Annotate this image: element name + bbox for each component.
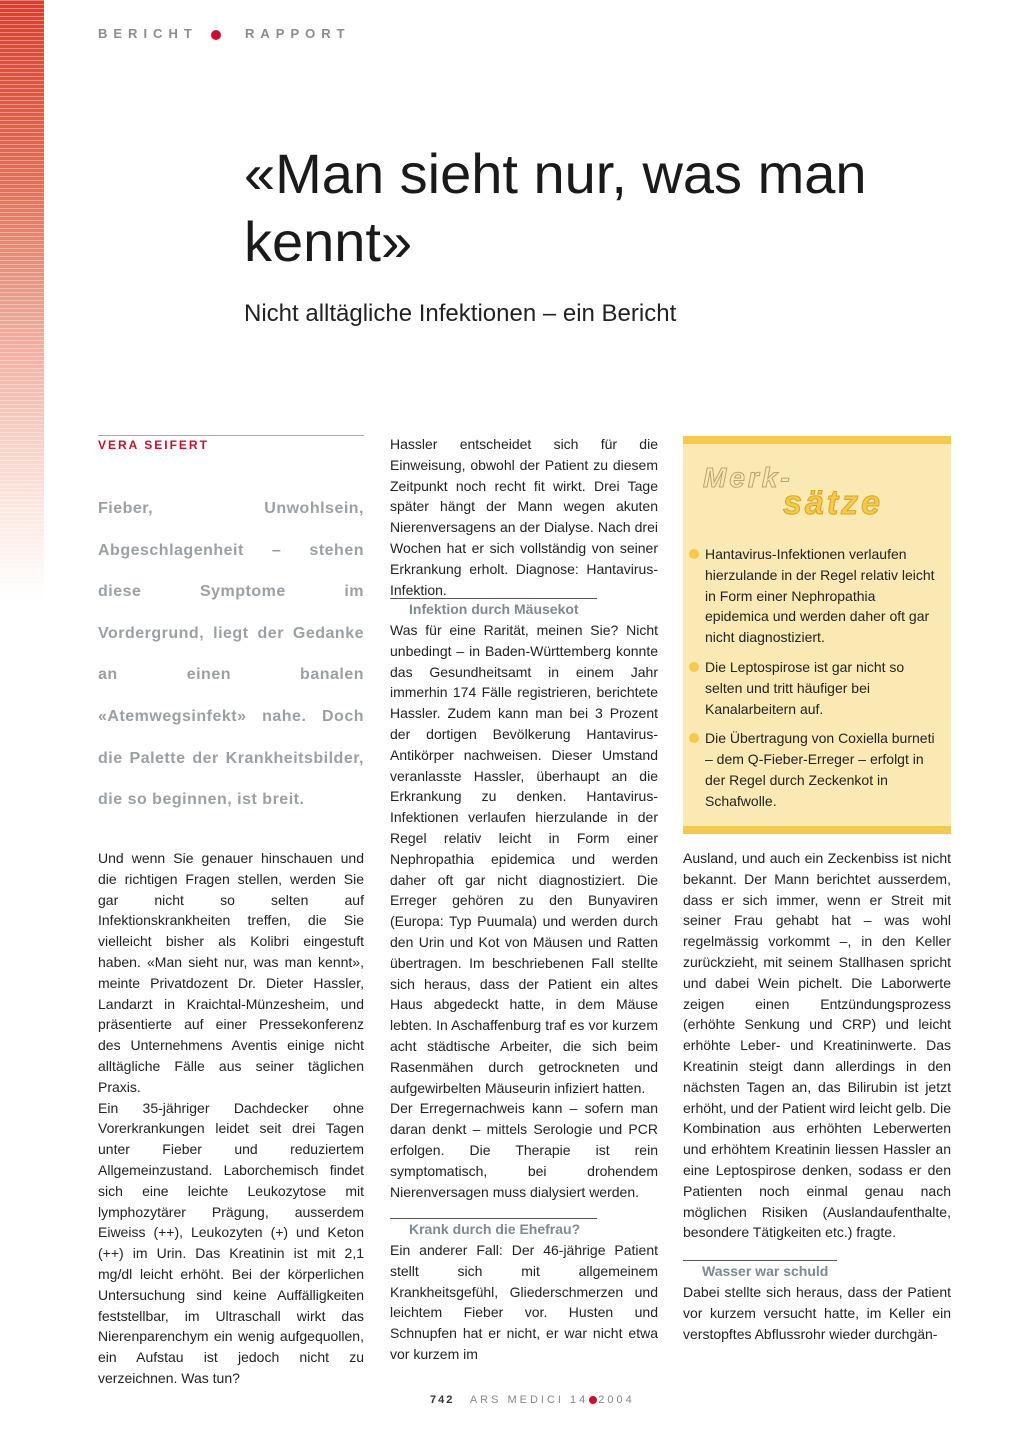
kicker-dot-icon bbox=[211, 30, 221, 40]
body-paragraph: Ausland, und auch ein Zeckenbiss ist nicht bekannt. Der Mann berichtet ausserdem, dass er sich immer, wenn er Streit mit seiner Frau gehabt hat – was wohl regelmässig vorkommt –, in den Keller zurückzieht, mit seinem Stallhasen spricht und dabei Wein pichelt. Die Laborwerte zeigen einen Entzündungsprozess (erhöhte Senkung und CRP) und leicht erhöhte Leber- und Kreatininwerte. Das Kreatinin steigt dann allerdings in den nächsten Tagen an, das Bilirubin ist jetzt erhöht, und der Patient wird leicht gelb. Die Kombination aus erhöhten Leberwerten und erhöhtem Kreatinin liessen Hassler an eine Leptospirose denken, sodass er den Patienten noch einmal genau nach möglichen Risiken (Auslandaufenthalte, besondere Tätigkeiten etc.) fragte. bbox=[683, 850, 951, 1241]
subhead-infektion: Infektion durch Mäusekot bbox=[409, 601, 579, 617]
section-kicker bbox=[98, 26, 351, 41]
body-paragraph: Der Erregernachweis kann – sofern man daran denkt – mittels Serologie und PCR erfolgen. Die Therapie ist rein symptomatisch, bei drohendem Nierenversagen muss dialysiert werden. bbox=[390, 1100, 658, 1200]
kicker-right: RAPPORT bbox=[245, 26, 351, 41]
body-paragraph: Was für eine Rarität, meinen Sie? Nicht unbedingt – in Baden-Württemberg konnte das Gesundheitsamt in einem Jahr immerhin 174 Fälle registrieren, berichtete Hassler. Zudem kann man bei 3 Prozent der dortigen Bevölkerung Hantavirus-Antikörper nachweisen. Dieser Umstand veranlasste Hassler, überhaupt an die Erkrankung zu denken. Hantavirus-Infektionen verlaufen hierzulande in der Regel relativ leicht in Form einer Nephropathia epidemica und werden daher oft gar nicht diagnostiziert. Die Erreger gehören zu den Bunyaviren (Europa: Typ Puumala) und werden durch den Urin und Kot von Mäusen und Ratten übertragen. Im beschriebenen Fall stellte sich heraus, dass der Patient ein altes Haus abgedeckt hatte, in dem Mäuse lebten. In Aschaffenburg traf es vor kurzem acht städtische Arbeiter, die sich beim Rasenmähen durch getrockneten und aufgewirbelten Mäuseurin infiziert hatten. bbox=[390, 622, 658, 1096]
subhead-ehefrau: Krank durch die Ehefrau? bbox=[409, 1221, 581, 1237]
kicker-left: BERICHT bbox=[98, 26, 198, 41]
footer-dot-icon bbox=[589, 1396, 597, 1404]
author-name: VERA SEIFERT bbox=[98, 438, 209, 452]
subhead-rule bbox=[390, 598, 597, 599]
subhead-rule bbox=[683, 1260, 837, 1261]
page-number: 742 bbox=[430, 1394, 455, 1406]
decorative-edge-stripes bbox=[0, 0, 44, 600]
journal-name: ARS MEDICI 14 bbox=[469, 1394, 589, 1406]
box-item-text: Die Leptospirose ist gar nicht so selten und tritt häufiger bei Kanalarbeitern auf. bbox=[705, 658, 905, 717]
box-list-item bbox=[689, 544, 939, 648]
merksaetze-box bbox=[683, 436, 951, 834]
lead-paragraph: Fieber, Unwohlsein, Abgeschlagenheit – stehen diese Symptome im Vordergrund, liegt der Gedanke an einen banalen «Atemwegsinfekt» nahe. Doch die Palette der Krankheitsbilder, die so beginnen, ist breit. bbox=[98, 500, 364, 809]
article-title: «Man sieht nur, was man kennt» bbox=[244, 142, 867, 273]
column-2-bottom bbox=[390, 1240, 658, 1365]
box-list-item bbox=[689, 728, 939, 811]
box-title-line2: sätze bbox=[783, 484, 884, 522]
author-rule bbox=[98, 435, 364, 436]
bullet-icon bbox=[689, 549, 699, 559]
box-item-text: Die Übertragung von Coxiella burneti – dem Q-Fieber-Erreger – erfolgt in der Regel durch Zeckenkot in Schafwolle. bbox=[705, 730, 935, 809]
bullet-icon bbox=[689, 733, 699, 743]
subhead-rule bbox=[390, 1218, 597, 1219]
body-paragraph: Und wenn Sie genauer hinschauen und die richtigen Fragen stellen, werden Sie gar nicht so selten auf Infektionskrankheiten treffen, die Sie vielleicht bisher als Kolibri eingestuft haben. «Man sieht nur, was man kennt», meinte Privatdozent Dr. Dieter Hassler, Landarzt in Kraichtal-Münzesheim, und präsentierte auf einer Pressekonferenz des Unternehmens Aventis einige nicht alltägliche Fälle aus seiner täglichen Praxis. bbox=[98, 850, 364, 1095]
box-list-item bbox=[689, 657, 939, 719]
body-paragraph: Ein anderer Fall: Der 46-jährige Patient stellt sich mit allgemeinem Krankheitsgefühl, Gliederschmerzen und leichtem Fieber vor. Husten und Schnupfen hat er nicht, er war nicht etwa vor kurzem im bbox=[390, 1242, 658, 1362]
column-3-top bbox=[683, 848, 951, 1243]
page-footer bbox=[430, 1394, 635, 1406]
column-3-bottom bbox=[683, 1282, 951, 1344]
column-2-middle bbox=[390, 620, 658, 1202]
article-subtitle: Nicht alltägliche Infektionen – ein Bericht bbox=[244, 300, 677, 327]
journal-year: 2004 bbox=[598, 1394, 635, 1406]
box-title-line1: Merk- bbox=[703, 462, 793, 493]
body-paragraph: Dabei stellte sich heraus, dass der Patient vor kurzem versucht hatte, im Keller ein verstopftes Abflussrohr wieder durchgän- bbox=[683, 1284, 951, 1342]
column-2-top bbox=[390, 434, 658, 600]
subhead-wasser: Wasser war schuld bbox=[702, 1263, 829, 1279]
body-paragraph: Ein 35-jähriger Dachdecker ohne Vorerkrankungen leidet seit drei Tagen unter Fieber und reduziertem Allgemeinzustand. Laborchemisch findet sich eine leichte Leukozytose mit lymphozytärer Prägung, ausserdem Eiweiss (++), Leukozyten (+) und Keton (++) im Urin. Das Kreatinin ist mit 2,1 mg/dl leicht erhöht. Bei der körperlichen Untersuchung sind keine Auffälligkeiten feststellbar, im Ultraschall wirkt das Nierenparenchym ein wenig aufgequollen, ein Aufstau ist jedoch nicht zu verzeichnen. Was tun? bbox=[98, 1099, 364, 1386]
body-paragraph: Hassler entscheidet sich für die Einweisung, obwohl der Patient zu diesem Zeitpunkt noch recht fit wirkt. Drei Tage später hängt der Mann wegen akuten Nierenversagens an der Dialyse. Nach drei Wochen hat er sich vollständig von seiner Erkrankung erholt. Diagnose: Hantavirus-Infektion. bbox=[390, 436, 658, 598]
column-1 bbox=[98, 848, 364, 1389]
bullet-icon bbox=[689, 662, 699, 672]
box-item-text: Hantavirus-Infektionen verlaufen hierzulande in der Regel relativ leicht in Form einer Nephropathia epidemica und werden daher oft gar nicht diagnostiziert. bbox=[705, 546, 935, 646]
box-list bbox=[689, 544, 939, 821]
